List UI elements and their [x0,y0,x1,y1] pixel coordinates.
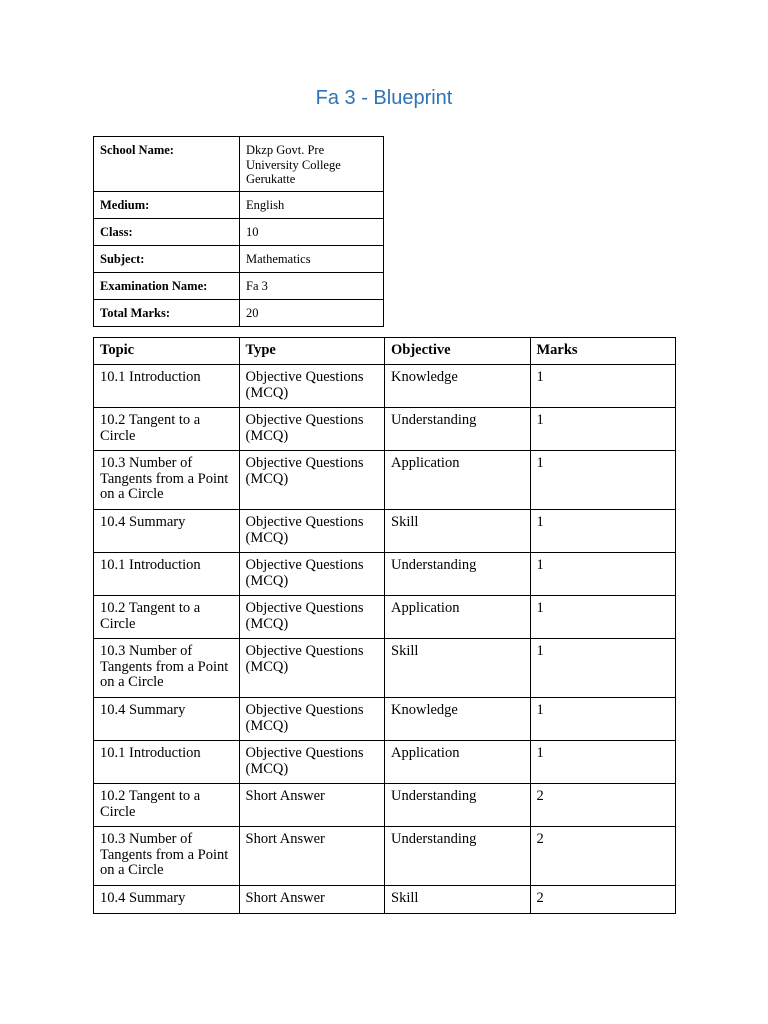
school-name-value: Dkzp Govt. Pre University College Gerukatte [240,137,384,192]
table-row [94,698,676,741]
table-row [94,408,676,451]
class-value: 10 [240,218,384,245]
examination-name-value: Fa 3 [240,272,384,299]
type-cell: Objective Questions (MCQ) [239,698,385,741]
objective-cell: Understanding [385,827,531,886]
marks-cell: 1 [530,639,676,698]
objective-cell: Application [385,451,531,510]
objective-cell: Knowledge [385,698,531,741]
type-cell: Objective Questions (MCQ) [239,451,385,510]
objective-cell: Skill [385,886,531,914]
objective-cell: Knowledge [385,365,531,408]
topic-cell: 10.1 Introduction [94,553,240,596]
marks-cell: 1 [530,553,676,596]
type-cell: Objective Questions (MCQ) [239,408,385,451]
objective-cell: Understanding [385,784,531,827]
school-info-table [93,136,384,327]
type-cell: Objective Questions (MCQ) [239,741,385,784]
table-row [94,596,676,639]
class-label: Class: [94,218,240,245]
blueprint-table [93,337,676,914]
table-row [94,784,676,827]
topic-cell: 10.2 Tangent to a Circle [94,596,240,639]
header-topic: Topic [94,338,240,365]
topic-cell: 10.1 Introduction [94,365,240,408]
info-row-medium [94,191,384,218]
marks-cell: 1 [530,451,676,510]
table-row [94,886,676,914]
table-row [94,365,676,408]
topic-cell: 10.4 Summary [94,510,240,553]
objective-cell: Understanding [385,553,531,596]
subject-label: Subject: [94,245,240,272]
marks-cell: 1 [530,408,676,451]
type-cell: Short Answer [239,827,385,886]
info-row-subject [94,245,384,272]
medium-value: English [240,191,384,218]
table-row [94,510,676,553]
objective-cell: Skill [385,639,531,698]
topic-cell: 10.3 Number of Tangents from a Point on a Circle [94,639,240,698]
marks-cell: 1 [530,365,676,408]
header-type: Type [239,338,385,365]
type-cell: Objective Questions (MCQ) [239,365,385,408]
type-cell: Short Answer [239,886,385,914]
objective-cell: Application [385,596,531,639]
marks-cell: 1 [530,741,676,784]
header-marks: Marks [530,338,676,365]
topic-cell: 10.3 Number of Tangents from a Point on a Circle [94,451,240,510]
objective-cell: Understanding [385,408,531,451]
topic-cell: 10.1 Introduction [94,741,240,784]
total-marks-value: 20 [240,299,384,326]
marks-cell: 2 [530,886,676,914]
info-row-marks [94,299,384,326]
topic-cell: 10.4 Summary [94,698,240,741]
info-row-exam [94,272,384,299]
school-name-label: School Name: [94,137,240,192]
subject-value: Mathematics [240,245,384,272]
table-row [94,827,676,886]
marks-cell: 1 [530,596,676,639]
table-row [94,741,676,784]
topic-cell: 10.4 Summary [94,886,240,914]
table-row [94,639,676,698]
type-cell: Objective Questions (MCQ) [239,596,385,639]
blueprint-header-row [94,338,676,365]
type-cell: Objective Questions (MCQ) [239,639,385,698]
objective-cell: Skill [385,510,531,553]
marks-cell: 1 [530,698,676,741]
info-row-school [94,137,384,192]
medium-label: Medium: [94,191,240,218]
info-row-class [94,218,384,245]
topic-cell: 10.2 Tangent to a Circle [94,408,240,451]
marks-cell: 2 [530,784,676,827]
examination-name-label: Examination Name: [94,272,240,299]
type-cell: Short Answer [239,784,385,827]
total-marks-label: Total Marks: [94,299,240,326]
marks-cell: 1 [530,510,676,553]
table-row [94,451,676,510]
marks-cell: 2 [530,827,676,886]
table-row [94,553,676,596]
type-cell: Objective Questions (MCQ) [239,510,385,553]
type-cell: Objective Questions (MCQ) [239,553,385,596]
page-title: Fa 3 - Blueprint [315,87,453,109]
topic-cell: 10.3 Number of Tangents from a Point on a Circle [94,827,240,886]
header-objective: Objective [385,338,531,365]
topic-cell: 10.2 Tangent to a Circle [94,784,240,827]
objective-cell: Application [385,741,531,784]
